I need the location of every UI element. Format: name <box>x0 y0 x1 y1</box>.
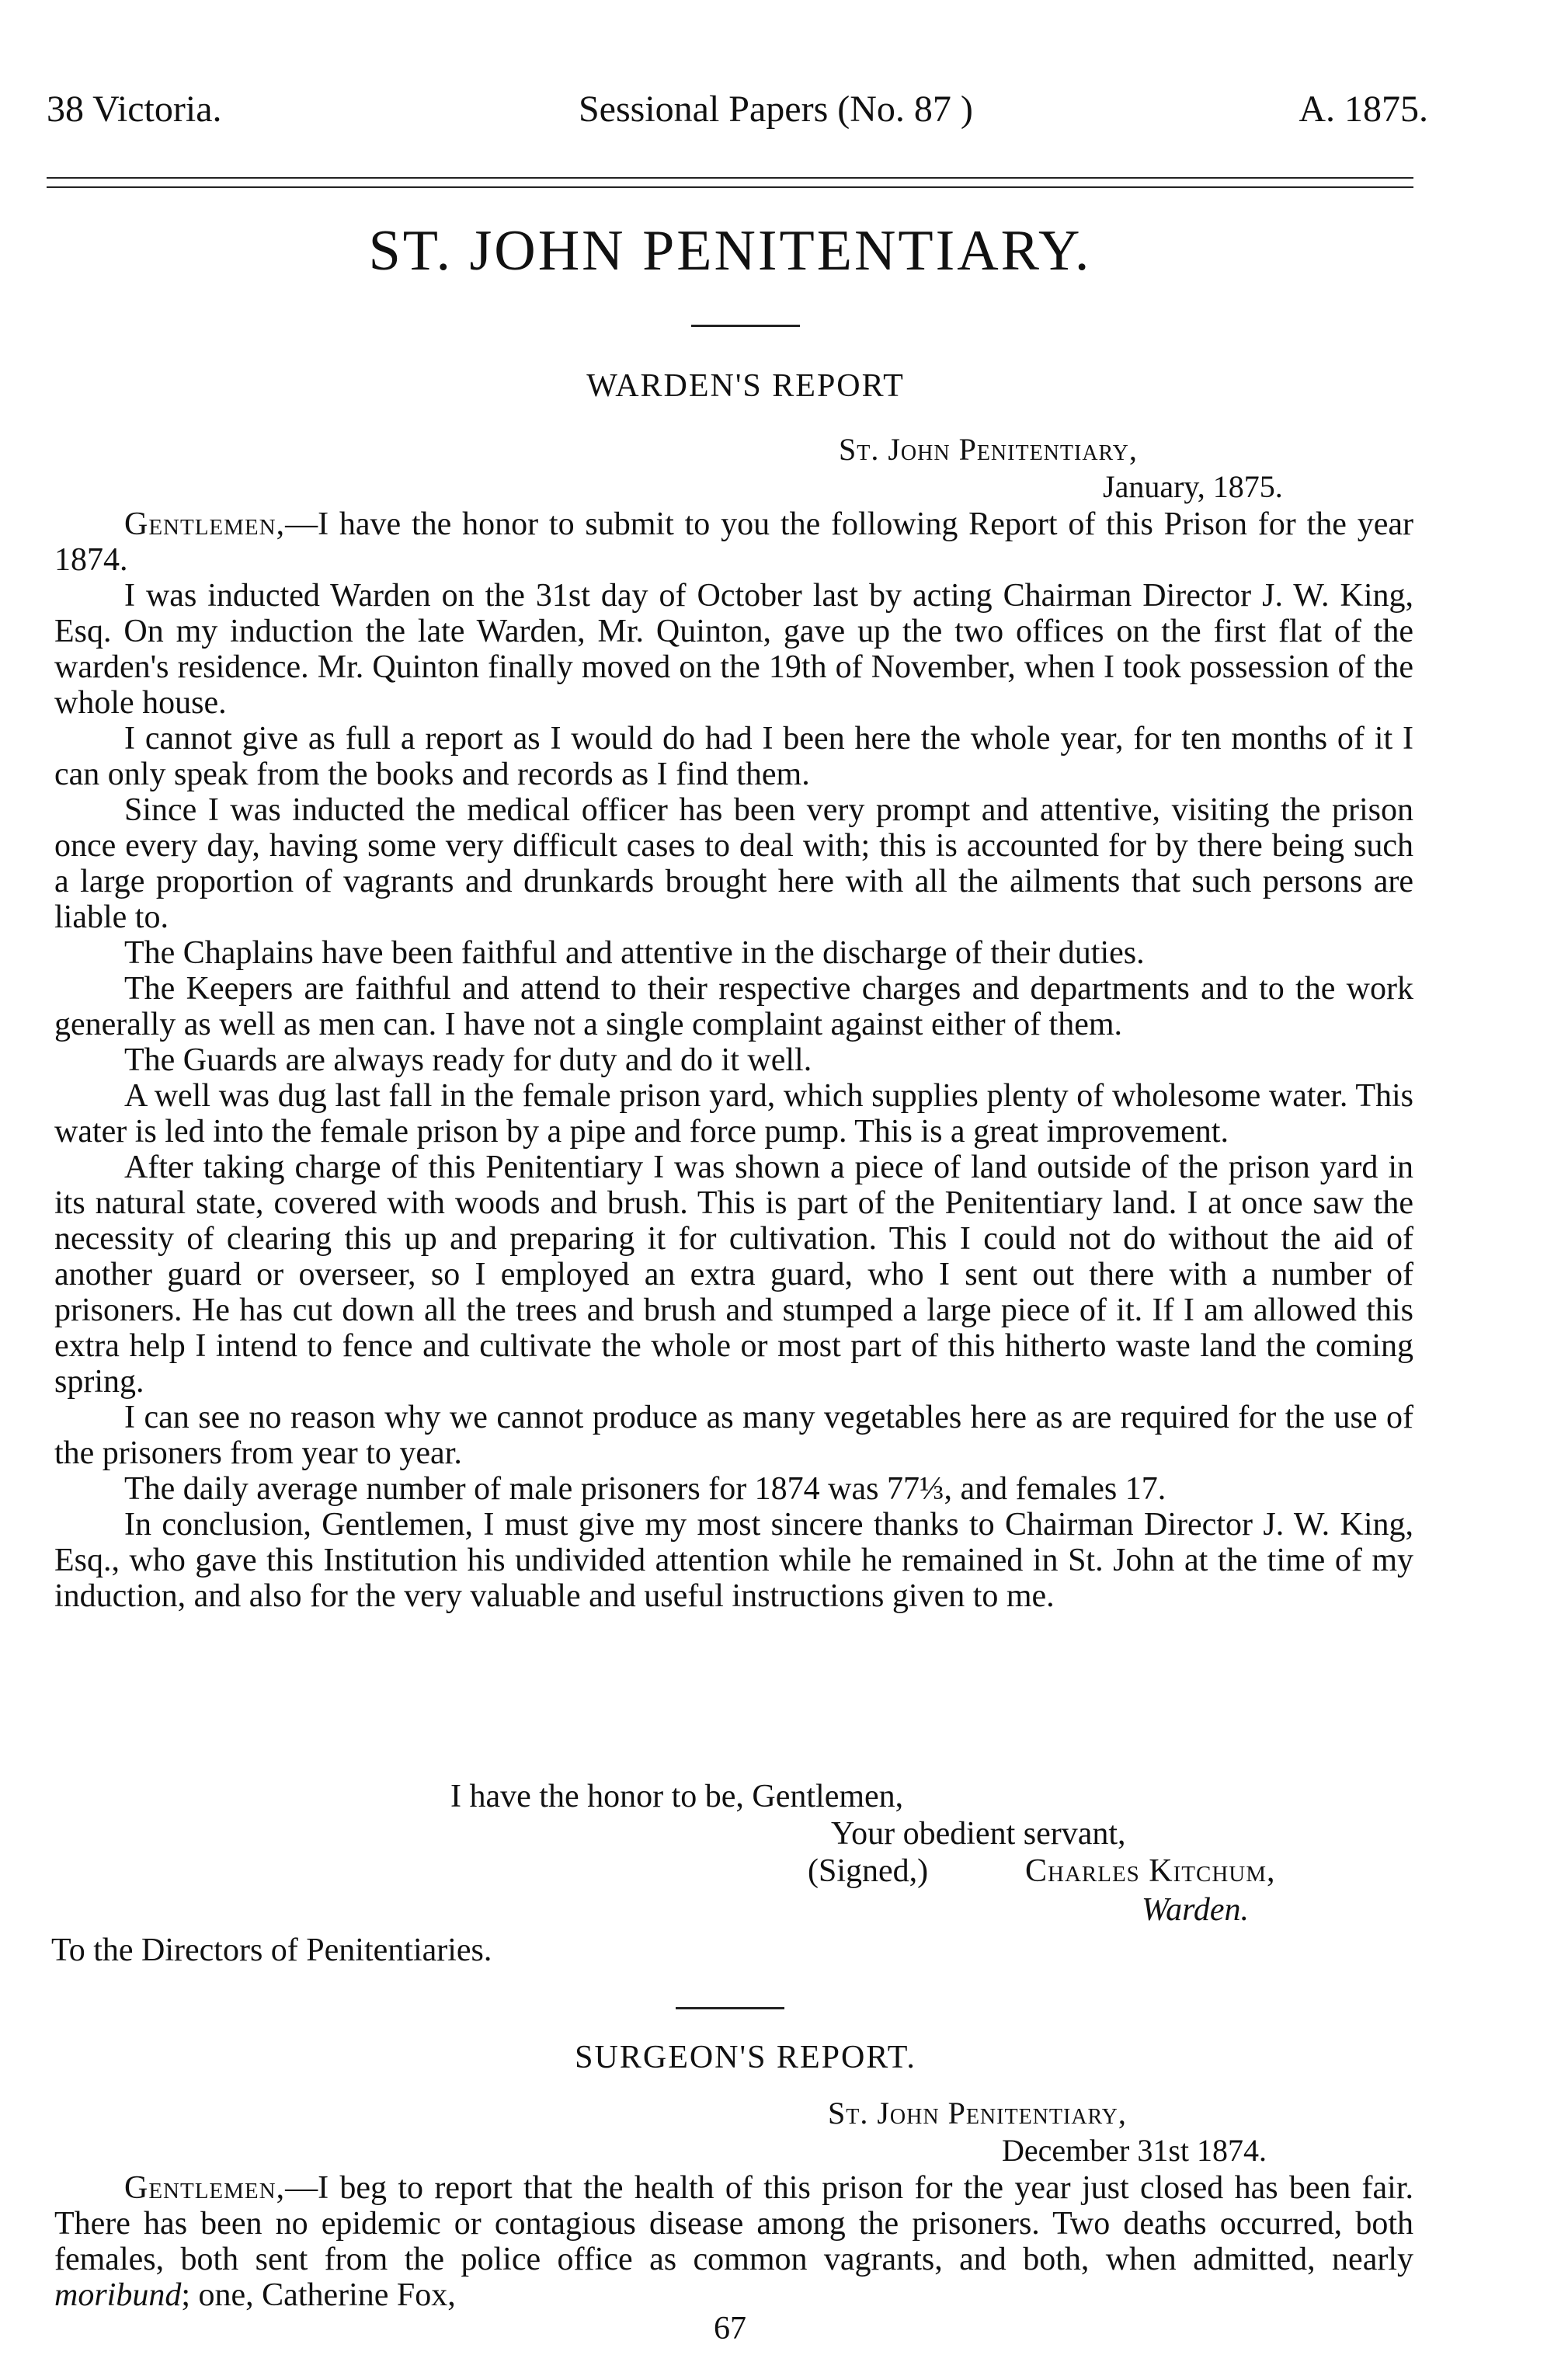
wardens-paragraph-3: I cannot give as full a report as I would do had I been here the whole year, for ten months of it I can only speak from the books and records as I find them. <box>54 721 1413 792</box>
wardens-report-heading: WARDEN'S REPORT <box>586 368 905 404</box>
wardens-paragraph-4: Since I was inducted the medical officer has been very prompt and attentive, visiting the prison once every day, having some very difficult cases to deal with; this is accounted for by there being such a large proportion of vagrants and drunkards brought here with all the ailments that such persons are liable to. <box>54 792 1413 935</box>
surgeons-text-2: ; one, Catherine Fox, <box>181 2277 456 2313</box>
wardens-dateline-date: January, 1875. <box>1103 469 1283 504</box>
running-head-right: A. 1875. <box>1299 89 1428 130</box>
addressee: To the Directors of Penitentiaries. <box>51 1932 492 1968</box>
wardens-paragraph-10: I can see no reason why we cannot produce as many vegetables here as are required for the use of the prisoners from year to year. <box>54 1400 1413 1471</box>
section-divider <box>676 2007 784 2009</box>
closing-line-2: Your obedient servant, <box>831 1816 1126 1852</box>
wardens-salutation: Gentlemen, <box>124 506 286 542</box>
running-head-center: Sessional Papers (No. 87 ) <box>578 89 973 130</box>
signatory-title: Warden. <box>1142 1892 1250 1928</box>
surgeons-report-body <box>54 2170 1413 2313</box>
wardens-paragraph-7: The Guards are always ready for duty and do it well. <box>124 1042 812 1078</box>
wardens-paragraph-12: In conclusion, Gentlemen, I must give my most sincere thanks to Chairman Director J. W. King, Esq., who gave this Institution his undivided attention while he remained in St. John at the time of my induction, and also for the very valuable and useful instructions given to me. <box>54 1507 1413 1614</box>
running-head-left: 38 Victoria. <box>47 89 222 130</box>
wardens-paragraph-11: The daily average number of male prisoners for 1874 was 77⅓, and females 17. <box>124 1471 1166 1507</box>
closing-line-1: I have the honor to be, Gentlemen, <box>450 1779 904 1814</box>
surgeons-text-1: —I beg to report that the health of this prison for the year just closed has been fair. There has been no epidemic or contagious disease among the prisoners. Two deaths occurred, both females, both sent from the police office as common vagrants, and both, when admitted, nearly <box>54 2170 1413 2277</box>
surgeons-italic-word: moribund <box>54 2277 182 2313</box>
page-title: ST. JOHN PENITENTIARY. <box>368 219 1092 283</box>
surgeons-dateline-date: December 31st 1874. <box>1002 2133 1267 2168</box>
wardens-paragraph-2: I was inducted Warden on the 31st day of October last by acting Chairman Director J. W. King, Esq. On my induction the late Warden, Mr. Quinton, gave up the two offices on the first flat of the warden's residence. Mr. Quinton finally moved on the 19th of November, when I took possession of the whole house. <box>54 578 1413 721</box>
wardens-paragraph-8: A well was dug last fall in the female prison yard, which supplies plenty of wholesome water. This water is led into the female prison by a pipe and force pump. This is a great improvement. <box>54 1078 1413 1150</box>
surgeons-salutation: Gentlemen, <box>124 2170 286 2206</box>
wardens-paragraph-1: —I have the honor to submit to you the following Report of this Prison for the year 1874. <box>54 506 1413 578</box>
wardens-paragraph-5: The Chaplains have been faithful and attentive in the discharge of their duties. <box>124 935 1145 971</box>
wardens-report-body <box>54 506 1413 1614</box>
surgeons-dateline-place: St. John Penitentiary, <box>828 2096 1127 2131</box>
wardens-paragraph-9: After taking charge of this Penitentiary I was shown a piece of land outside of the prison yard in its natural state, covered with woods and brush. This is part of the Penitentiary land. I at once saw the necessity of clearing this up and preparing it for cultivation. This I could not do without the aid of another guard or overseer, so I employed an extra guard, who I sent out there with a number of prisoners. He has cut down all the trees and brush and stumped a large piece of it. If I am allowed this extra help I intend to fence and cultivate the whole or most part of this hitherto waste land the coming spring. <box>54 1150 1413 1400</box>
signatory-name: Charles Kitchum, <box>1025 1853 1276 1889</box>
signed-label: (Signed,) <box>808 1853 929 1889</box>
wardens-paragraph-6: The Keepers are faithful and attend to their respective charges and departments and to the work generally as well as men can. I have not a single complaint against either of them. <box>54 971 1413 1042</box>
header-double-rule <box>47 177 1413 188</box>
running-head <box>47 89 1428 130</box>
page-number: 67 <box>714 2311 746 2346</box>
surgeons-report-heading: SURGEON'S REPORT. <box>575 2040 916 2075</box>
wardens-dateline-place: St. John Penitentiary, <box>839 432 1138 467</box>
title-divider <box>691 325 800 327</box>
